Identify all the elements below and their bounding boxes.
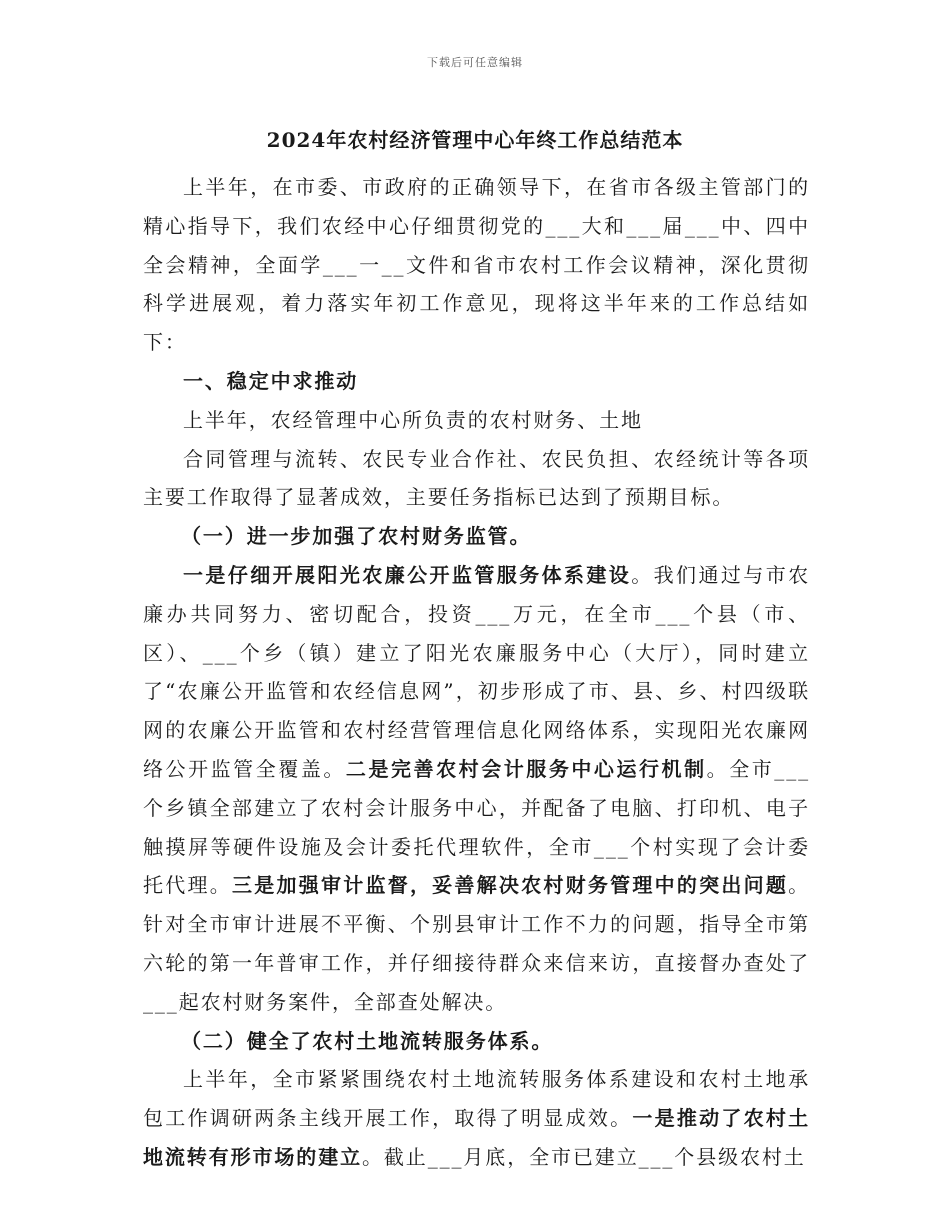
body-text: 。全市___个乡镇全部建立了农村会计服务中心，并配备了电脑、打印机、电子触摸屏等硬件设施及会计委托代理软件，全市___个村实现了会计委托代理。 [143, 756, 810, 898]
section1-paragraph-1: 上半年，农经管理中心所负责的农村财务、土地 [183, 407, 643, 432]
bold-phrase: 一是推动了农村土地流转有形市场的建立 [143, 1106, 810, 1169]
body-text: 。截止___月底，全市已建立___个县级农村土 [362, 1144, 806, 1169]
subsection-heading-1: （一）进一步加强了农村财务监管。 [181, 524, 532, 549]
bold-phrase: 三是加强审计监督，妥善解决农村财务管理中的突出问题 [231, 873, 789, 898]
intro-paragraph: 上半年，在市委、市政府的正确领导下，在省市各级主管部门的精心指导下，我们农经中心仔细贯彻党的___大和___届___中、四中全会精神，全面学___一__文件和省市农村工作会议精神，深化贯彻科学进展观，着力落实年初工作意见，现将这半年来的工作总结如下： [143, 175, 810, 355]
document-body [143, 168, 810, 1177]
document-title: 2024年农村经济管理中心年终工作总结范本 [266, 128, 684, 152]
body-text: 。我们通过与市农廉办共同努力、密切配合，投资___万元，在全市___个县（市、区）、___个乡（镇）建立了阳光农廉服务中心（大厅），同时建立了“农廉公开监管和农经信息网”，初步形成了市、县、乡、村四级联网的农廉公开监管和农村经营管理信息化网络体系，实现阳光农廉网络公开监管全覆盖。 [143, 562, 811, 781]
body-text: 上半年，全市紧紧围绕农村土地流转服务体系建设和农村土地承包工作调研两条主线开展工作，取得了明显成效。 [143, 1067, 810, 1131]
section-heading-1: 一、稳定中求推动 [183, 368, 359, 393]
header-note: 下载后可任意编辑 [427, 56, 523, 69]
subsection-heading-2: （二）健全了农村土地流转服务体系。 [181, 1028, 554, 1053]
body-text: 。针对全市审计进展不平衡、个别县审计工作不力的问题，指导全市第六轮的第一年普审工作，并仔细接待群众来信来访，直接督办查处了___起农村财务案件，全部查处解决。 [143, 873, 810, 1014]
bold-phrase: 二是完善农村会计服务中心运行机制 [345, 756, 707, 781]
subsection2-paragraph [143, 1060, 810, 1176]
subsection1-paragraph [143, 556, 810, 1022]
section1-paragraph-2: 合同管理与流转、农民专业合作社、农民负担、农经统计等各项主要工作取得了显著成效，主要任务指标已达到了预期目标。 [143, 446, 810, 510]
bold-phrase: 一是仔细开展阳光农廉公开监管服务体系建设 [183, 562, 632, 587]
